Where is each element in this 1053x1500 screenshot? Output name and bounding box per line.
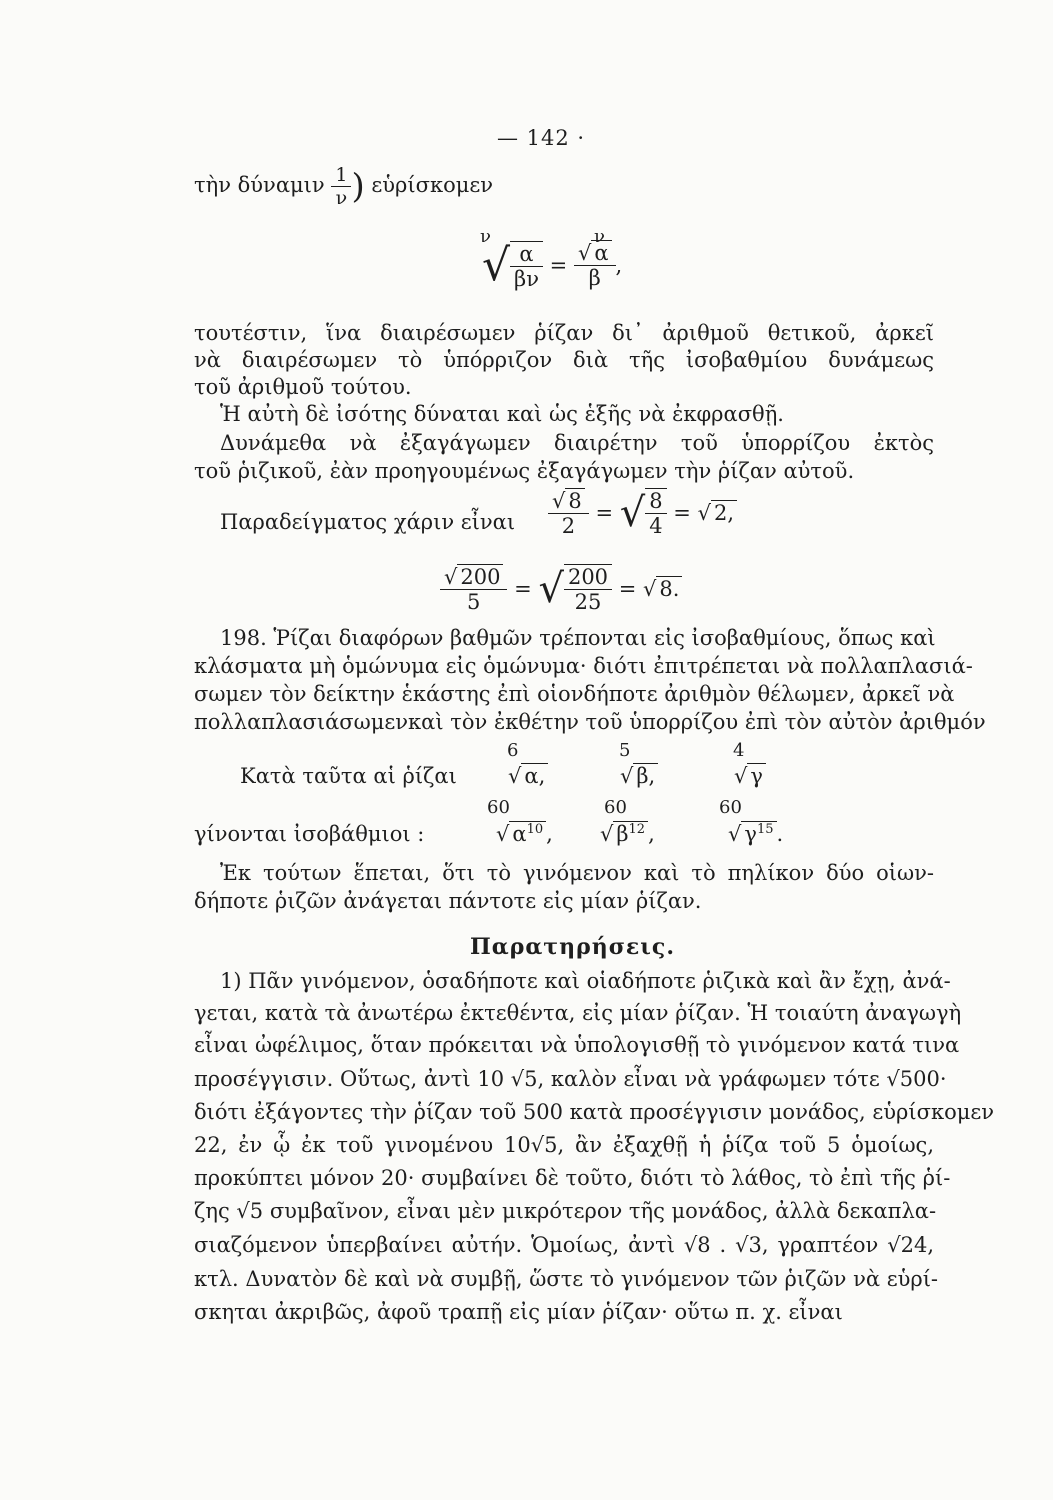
example-label: Παραδείγματος χάριν εἶναι	[220, 510, 516, 534]
opening-line: τὴν δύναμιν $\frac{1}{\nu}$ ) εὑρίσκομεν	[194, 164, 494, 209]
remarks-line6: 22, ἐν ᾧ ἐκ τοῦ γινομένου 10√5, ἂν ἐξαχθῇ ἡ ῥίζα τοῦ 5 ὁμοίως,	[194, 1133, 934, 1157]
power-fraction	[331, 164, 351, 209]
opening-prefix: τὴν δύναμιν	[194, 173, 325, 197]
book-page: — 142 · τὴν δύναμιν $\frac{1}{\nu}$ ) εὑρίσκομεν ν ν √ $\frac{\alpha}{\beta\nu}$ = $\frac{√ \alpha}{\beta}$ , τουτέστιν, ἵνα διαιρέσωμεν ῥίζαν δι᾽ ἀριθμοῦ θετικοῦ, ἀρκεῖ νὰ διαιρέσωμεν τὸ ὑπόρριζον διὰ τῆς ἰσοβαθμίου δυνάμεως τοῦ ἀριθμοῦ τούτου. Ἡ αὐτὴ δὲ ἰσότης δύναται καὶ ὡς ἑξῆς νὰ ἐκφρασθῇ. Δυνάμεθα νὰ ἐξαγάγωμεν διαιρέτην τοῦ ὑπορρίζου ἐκτὸς τοῦ ῥιζικοῦ, ἐὰν προηγουμένως ἐξαγάγωμεν τὴν ῥίζαν αὐτοῦ. Παραδείγματος χάριν εἶναι $\frac{√ 8}{2}$ = √ $\frac{8}{4}$ = √ 2, $\frac{√ 200}{5}$ = √ $\frac{200}{25}$ = √ 8. 198. Ῥίζαι διαφόρων βαθμῶν τρέπονται εἰς ἰσοβαθμίους, ὅπως καὶ κλάσματα μὴ ὁμώνυμα εἰς ὁμώνυμα· διότι ἐπιτρέπεται νὰ πολλαπλασιά- σωμεν τὸν δείκτην ἑκάστης ἐπὶ οἱονδήποτε ἀριθμὸν θέλωμεν, ἀρκεῖ νὰ πολλαπλασιάσωμενκαὶ τὸν ἐκθέτην τοῦ ὑπορρίζου ἐπὶ τὸν αὐτὸν ἀριθμόν Κατὰ ταῦτα αἱ ῥίζαι 6 5 4 √ α, √ β, √ γ γίνονται ἰσοβάθμιοι : 60 60 60 √ $\alpha^{10}$ , √ $\beta^{12}$ , √ $\gamma^{15}$ . Ἐκ τούτων ἕπεται, ὅτι τὸ γινόμενον καὶ τὸ πηλίκον δύο οἱων- δήποτε ῥιζῶν ἀνάγεται πάντοτε εἰς μίαν ῥίζαν. Παρατηρήσεις. 1) Πᾶν γινόμενον, ὁσαδήποτε καὶ οἱαδήποτε ῥιζικὰ καὶ ἂν ἔχῃ, ἀνά- γεται, κατὰ τὰ ἀνωτέρω ἐκτεθέντα, εἰς μίαν ῥίζαν. Ἡ τοιαύτη ἀναγωγὴ εἶναι ὠφέλιμος, ὅταν πρόκειται νὰ ὑπολογισθῇ τὸ γινόμενον κατά τινα προσέγγισιν. Οὕτως, ἀντὶ 10 √5, καλὸν εἶναι νὰ γράφωμεν τότε √500· διότι ἐξάγοντες τὴν ῥίζαν τοῦ 500 κατὰ προσέγγισιν μονάδος, εὑρίσκομεν 22, ἐν ᾧ ἐκ τοῦ γινομένου 10√5, ἂν ἐξαχθῇ ἡ ῥίζα τοῦ 5 ὁμοίως, προκύπτει μόνον 20· συμβαίνει δὲ τοῦτο, διότι τὸ λάθος, τὸ ἐπὶ τῆς ῥί- ζης √5 συμβαῖνον, εἶναι μὲν μικρότερον τῆς μονάδος, ἀλλὰ δεκαπλα- σιαζόμενον ὑπερβαίνει αὐτήν. Ὁμοίως, ἀντὶ √8 . √3, γραπτέον √24, κτλ. Δυνατὸν δὲ καὶ νὰ συμβῇ, ὥστε τὸ γινόμενον τῶν ῥιζῶν νὰ εὑρί- σκηται ἀκριβῶς, ἀφοῦ τραπῇ εἰς μίαν ῥίζαν· οὕτω π. χ. εἶναι	[194, 126, 995, 1324]
roots2-tail-b: ,	[648, 822, 655, 846]
eq1-n1: 8	[565, 488, 584, 513]
roots2-exp-b: 12	[628, 822, 646, 837]
paragraph1-line1: τουτέστιν, ἵνα διαιρέσωμεν ῥίζαν δι᾽ ἀριθμοῦ θετικοῦ, ἀρκεῖ	[194, 321, 934, 345]
remarks-line1: 1) Πᾶν γινόμενον, ὁσαδήποτε καὶ οἱαδήποτε ῥιζικὰ καὶ ἂν ἔχῃ, ἀνά-	[220, 969, 951, 993]
roots1-idx-b: 5	[619, 740, 631, 761]
roots2-tail-a: ,	[546, 822, 553, 846]
eq1-result: 2,	[711, 500, 737, 525]
example-eq1: $\frac{√ 8}{2}$ = √ $\frac{8}{4}$ = √ 2,	[548, 488, 737, 538]
eq2-d1: 5	[467, 589, 481, 614]
roots1-val-a: α,	[521, 763, 548, 788]
paragraph4-line2: δήποτε ῥιζῶν ἀνάγεται πάντοτε εἰς μίαν ῥίζαν.	[194, 889, 702, 913]
roots2-val-c: γ	[744, 822, 757, 846]
example-eq2: $\frac{√ 200}{5}$ = √ $\frac{200}{25}$ = √ 8.	[440, 564, 682, 614]
section198-line1: 198. Ῥίζαι διαφόρων βαθμῶν τρέπονται εἰς ἰσοβαθμίους, ὅπως καὶ	[220, 626, 936, 650]
roots2-idx-a: 60	[487, 797, 510, 818]
eq2-d2: 25	[574, 590, 602, 614]
formula1-index-left: ν	[480, 226, 491, 247]
section-heading: Παρατηρήσεις.	[470, 934, 675, 960]
section198-line2: κλάσματα μὴ ὁμώνυμα εἰς ὁμώνυμα· διότι ἐπιτρέπεται νὰ πολλαπλασιά-	[194, 654, 973, 678]
roots2-label: γίνονται ἰσοβάθμιοι :	[194, 822, 425, 846]
formula1-index-right: ν	[594, 226, 605, 247]
remarks-line10: κτλ. Δυνατὸν δὲ καὶ νὰ συμβῇ, ὥστε τὸ γινόμενον τῶν ῥιζῶν νὰ εὑρί-	[194, 1267, 939, 1291]
remarks-line5: διότι ἐξάγοντες τὴν ῥίζαν τοῦ 500 κατὰ προσέγγισιν μονάδος, εὑρίσκομεν	[194, 1100, 995, 1124]
formula1-den-left: βν	[514, 266, 539, 291]
paragraph2: Ἡ αὐτὴ δὲ ἰσότης δύναται καὶ ὡς ἑξῆς νὰ ἐκφρασθῇ.	[220, 402, 784, 426]
remarks-line8: ζης √5 συμβαῖνον, εἶναι μὲν μικρότερον τῆς μονάδος, ἀλλὰ δεκαπλα-	[194, 1199, 937, 1223]
page-number: — 142 ·	[497, 126, 586, 150]
eq1-n2: 8	[645, 489, 666, 514]
formula1: √ $\frac{\alpha}{\beta\nu}$ = $\frac{√ \alpha}{\beta}$ ,	[482, 240, 623, 291]
formula1-den-right: β	[588, 266, 601, 290]
roots2-exp-c: 15	[756, 822, 774, 837]
eq2-n1: 200	[457, 564, 503, 589]
roots2-val-a: α	[512, 822, 527, 846]
eq2-n2: 200	[564, 565, 612, 590]
power-numerator: 1	[331, 164, 351, 187]
power-denominator: ν	[335, 187, 348, 209]
remarks-line9: σιαζόμενον ὑπερβαίνει αὐτήν. Ὁμοίως, ἀντὶ √8 . √3, γραπτέον √24,	[194, 1233, 934, 1257]
formula1-num-right: α	[591, 240, 611, 265]
roots1-idx-a: 6	[507, 740, 519, 761]
roots1-idx-c: 4	[733, 740, 745, 761]
roots2-idx-b: 60	[604, 797, 627, 818]
section198-line4: πολλαπλασιάσωμενκαὶ τὸν ἐκθέτην τοῦ ὑπορρίζου ἐπὶ τὸν αὐτὸν ἀριθμόν	[194, 710, 986, 734]
roots2-val-b: β	[616, 822, 629, 846]
remarks-line4: προσέγγισιν. Οὕτως, ἀντὶ 10 √5, καλὸν εἶναι νὰ γράφωμεν τότε √500·	[194, 1067, 947, 1091]
roots2-tail-c: .	[776, 822, 784, 846]
eq1-d2: 4	[649, 514, 663, 538]
roots1-val-b: β,	[633, 763, 658, 788]
roots1-val-c: γ	[747, 763, 766, 788]
paragraph1-line2: νὰ διαιρέσωμεν τὸ ὑπόρριζον διὰ τῆς ἰσοβαθμίου δυνάμεως	[194, 348, 934, 372]
remarks-line7: προκύπτει μόνον 20· συμβαίνει δὲ τοῦτο, διότι τὸ λάθος, τὸ ἐπὶ τῆς ῥί-	[194, 1166, 951, 1190]
eq1-d1: 2	[561, 513, 576, 538]
formula1-right-frac: $\frac{√ \alpha}{\beta}$	[574, 241, 616, 290]
paragraph3-line1: Δυνάμεθα νὰ ἐξαγάγωμεν διαιρέτην τοῦ ὑπορρίζου ἐκτὸς	[220, 431, 934, 455]
section198-line3: σωμεν τὸν δείκτην ἑκάστης ἐπὶ οἱονδήποτε ἀριθμὸν θέλωμεν, ἀρκεῖ νὰ	[194, 682, 955, 706]
formula1-num-left: α	[510, 242, 543, 267]
opening-suffix: εὑρίσκομεν	[371, 173, 494, 197]
roots1-label: Κατὰ ταῦτα αἱ ῥίζαι	[240, 764, 457, 788]
paragraph3-line2: τοῦ ῥιζικοῦ, ἐὰν προηγουμένως ἐξαγάγωμεν τὴν ῥίζαν αὐτοῦ.	[194, 459, 855, 483]
roots2-exp-a: 10	[526, 822, 544, 837]
remarks-line2: γεται, κατὰ τὰ ἀνωτέρω ἐκτεθέντα, εἰς μίαν ῥίζαν. Ἡ τοιαύτη ἀναγωγὴ	[194, 1001, 962, 1025]
remarks-line3: εἶναι ὠφέλιμος, ὅταν πρόκειται νὰ ὑπολογισθῇ τὸ γινόμενον κατά τινα	[194, 1033, 960, 1057]
paragraph1-line3: τοῦ ἀριθμοῦ τούτου.	[194, 375, 412, 399]
remarks-line11: σκηται ἀκριβῶς, ἀφοῦ τραπῇ εἰς μίαν ῥίζαν· οὕτω π. χ. εἶναι	[194, 1300, 843, 1324]
eq2-result: 8.	[656, 576, 682, 601]
roots2-idx-c: 60	[719, 797, 742, 818]
paragraph4-line1: Ἐκ τούτων ἕπεται, ὅτι τὸ γινόμενον καὶ τὸ πηλίκον δύο οἱων-	[220, 861, 934, 885]
